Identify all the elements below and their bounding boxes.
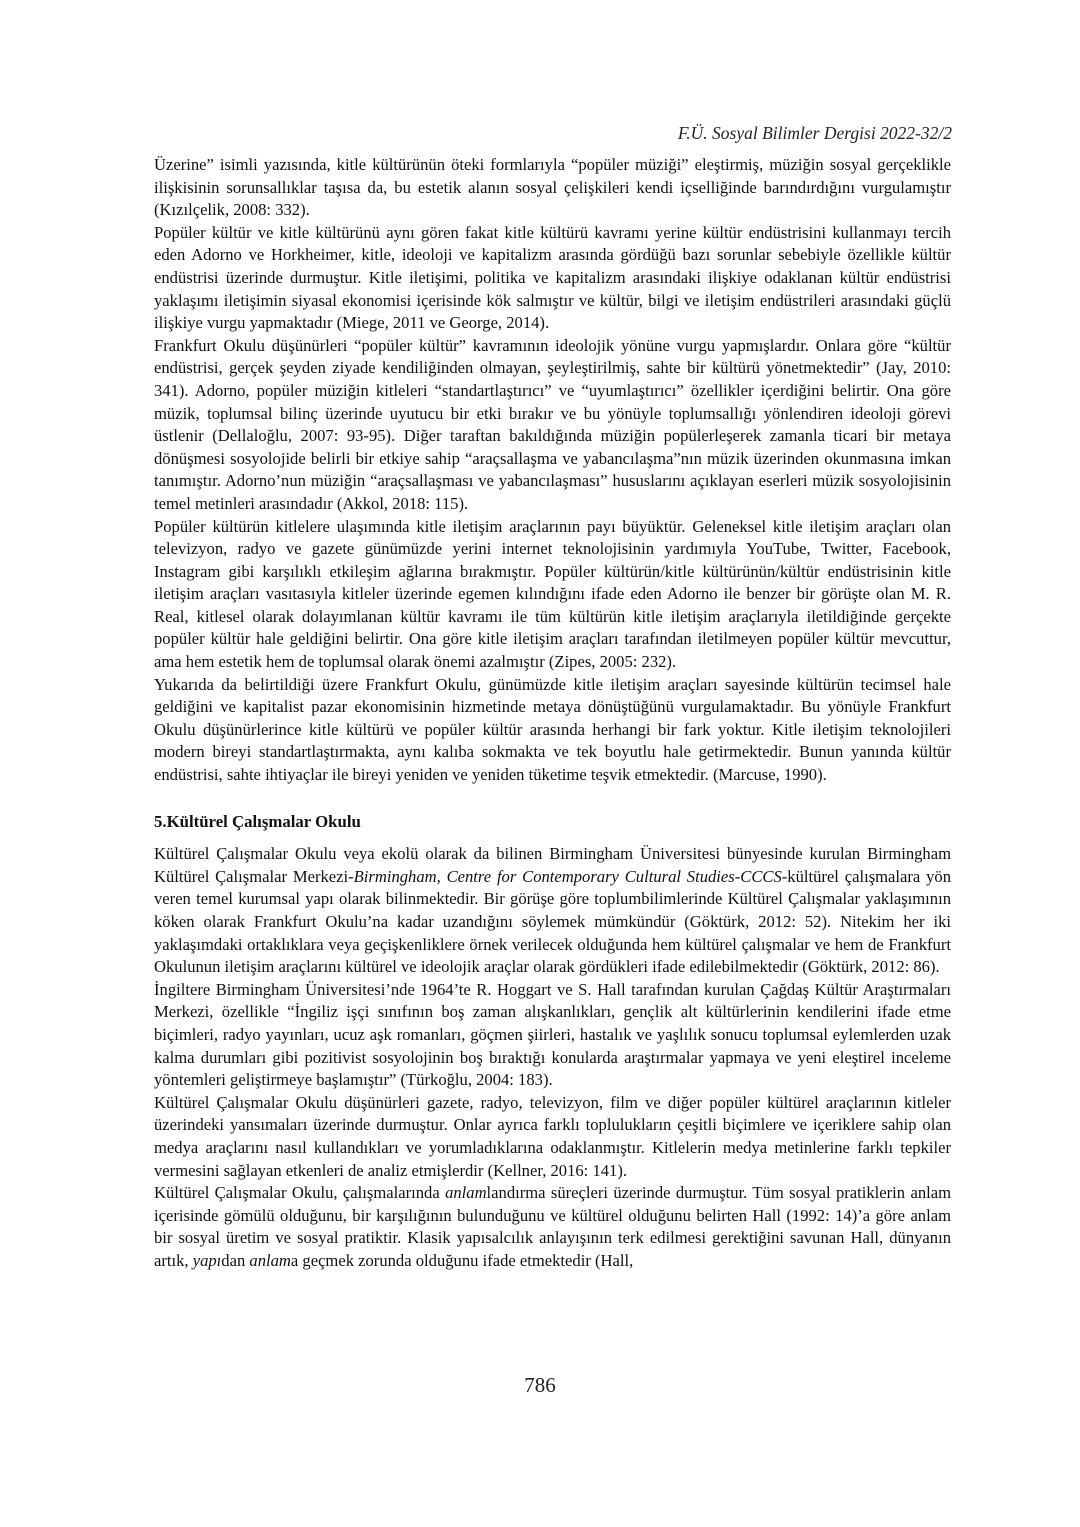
paragraph: Frankfurt Okulu düşünürleri “popüler kültür” kavramının ideolojik yönüne vurgu yapmışlardır. Onlara göre “kültür endüstrisi, gerçek şeyden ziyade kendiliğinden olmayan, şeyleştirilmiş, sahte bir kültürü yönetmektedir” (Jay, 2010: 341). Adorno, popüler müziğin kitleleri “standartlaştırıcı” ve “uyumlaştırıcı” özellikler içerdiğini belirtir. Ona göre müzik, toplumsal bilinç üzerinde uyutucu bir etki bırakır ve bu yönüyle toplumsallığı yönlendiren ideoloji görevi üstlenir (Dellaloğlu, 2007: 93-95). Diğer taraftan bakıldığında müziğin popülerleşerek zamanla ticari bir metaya dönüşmesi sosyolojide belirli bir etkiye sahip “araçsallaşma ve yabancılaşma”nın müzik üzerinden okunmasına imkan tanımıştır. Adorno’nun müziğin “araçsallaşması ve yabancılaşması” hususlarını açıklayan eserleri müzik sosyolojisinin temel metinleri arasındadır (Akkol, 2018: 115). [154, 335, 951, 513]
body-text [154, 154, 951, 1273]
text-run: Kültürel Çalışmalar Okulu, çalışmalarında [154, 1183, 446, 1203]
paragraph [154, 1182, 951, 1272]
paragraph [154, 843, 951, 979]
text-run: a geçmek zorunda olduğunu ifade etmektedir (Hall, [290, 1250, 634, 1270]
paragraph: Kültürel Çalışmalar Okulu düşünürleri gazete, radyo, televizyon, film ve diğer popüler kültürel araçlarının kitleler üzerindeki yansımaları üzerinde durmuştur. Onlar ayrıca farklı toplulukların çeşitli biçimlere ve içeriklere sahip olan medya araçlarını nasıl kullandıkları ve yorumladıklarına odaklanmıştır. Kitlelerin medya metinlerine farklı tepkiler vermesini sağlayan etkenleri de analiz etmişlerdir (Kellner, 2016: 141). [154, 1092, 951, 1180]
section-heading: 5.Kültürel Çalışmalar Okulu [154, 811, 361, 831]
paragraph: İngiltere Birmingham Üniversitesi’nde 1964’te R. Hoggart ve S. Hall tarafından kurulan Çağdaş Kültür Araştırmaları Merkezi, özellikle “İngiliz işçi sınıfının boş zaman alışkanlıkları, gençlik alt kültürlerinin kendilerini ifade etme biçimleri, radyo yayınları, ucuz aşk romanları, göçmen şiirleri, hastalık ve yaşlılık sonucu toplumsal eylemlerden uzak kalma durumları gibi pozitivist sosyolojinin boş bıraktığı konularda araştırmalar yapmaya ve yeni eleştirel inceleme yöntemleri geliştirmeye başlamıştır” (Türkoğlu, 2004: 183). [154, 979, 951, 1090]
paragraph: Popüler kültürün kitlelere ulaşımında kitle iletişim araçlarının payı büyüktür. Geleneksel kitle iletişim araçları olan televizyon, radyo ve gazete günümüzde yerini internet teknolojisinin yardımıyla YouTube, Twitter, Facebook, Instagram gibi karşılıklı etkileşim ağlarına bırakmıştır. Popüler kültürün/kitle kültürünün/kültür endüstrisinin kitle iletişim araçları vasıtasıyla kitleler üzerinde egemen kılındığını ifade eden Adorno ile benzer bir görüşte olan M. R. Real, kitlesel olarak dolayımlanan kültür kavramı ile tüm kültürün kitle iletişim araçlarıyla iletildiğinde gerçekte popüler kültür hale geldiğini belirtir. Ona göre kitle iletişim araçları tarafından iletilmeyen popüler kültür mevcuttur, ama hem estetik hem de toplumsal olarak önemi azalmıştır (Zipes, 2005: 232). [154, 516, 951, 672]
text-run: Kültürel Çalışmalar Okulu veya ekolü olarak da bilinen Birmingham Üniversitesi bünyesinde kurulan Birmingham Kültürel Çalışmalar Merkezi- [154, 844, 951, 886]
page-number: 786 [524, 1373, 556, 1397]
italic-run: Birmingham, Centre for Contemporary Cultural Studies-CCCS [353, 866, 782, 886]
text-run: dan [221, 1250, 250, 1270]
text-run: -kültürel çalışmalara yön veren temel kurumsal yapı olarak bilinmektedir. Bir görüşe göre toplumbilimlerinde Kültürel Çalışmalar yaklaşımının köken olarak Frankfurt Okulu’na kadar uzandığını söylemek mümkündür (Göktürk, 2012: 52). Nitekim her iki yaklaşımdaki ortaklıklara veya geçişkenliklere örnek verilecek olduğunda hem kültürel çalışmalar ve hem de Frankfurt Okulunun iletişim araçlarını kültürel ve ideolojik araçlar olarak gördükleri ifade edilebilmektedir (Göktürk, 2012: 86). [154, 866, 951, 977]
text-run: landırma süreçleri üzerinde durmuştur. Tüm sosyal pratiklerin anlam içerisinde gömülü olduğunu, bir karşılığının bulunduğunu ve kültürel olduğunu belirten Hall (1992: 14)’a göre anlam bir sosyal üretim ve sosyal pratiktir. Klasik yapısalcılık anlayışının terk edilmesi gerektiğini savunan Hall, dünyanın artık, [154, 1183, 951, 1270]
italic-run: yapı [192, 1250, 222, 1270]
paragraph: Popüler kültür ve kitle kültürünü aynı gören fakat kitle kültürü kavramı yerine kültür endüstrisini kullanmayı tercih eden Adorno ve Horkheimer, kitle, ideoloji ve kapitalizm arasında gördüğü bazı sorunlar sebebiyle özellikle kültür endüstrisi üzerinde durmuştur. Kitle iletişimi, politika ve kapitalizm arasındaki ilişkiye odaklanan kültür endüstrisi yaklaşımı iletişimin siyasal ekonomisi içerisinde kök salmıştır ve kültür, bilgi ve iletişim endüstrileri arasındaki güçlü ilişkiye vurgu yapmaktadır (Miege, 2011 ve George, 2014). [154, 222, 951, 333]
journal-header: F.Ü. Sosyal Bilimler Dergisi 2022-32/2 [677, 123, 952, 143]
paragraph: Yukarıda da belirtildiği üzere Frankfurt Okulu, günümüzde kitle iletişim araçları sayesinde kültürün tecimsel hale geldiğini ve kapitalist pazar ekonomisinin hizmetinde metaya dönüştüğünü vurgulamaktadır. Bu yönüyle Frankfurt Okulu düşünürlerince kitle kültürü ve popüler kültür arasında herhangi bir fark yoktur. Kitle iletişim teknolojileri modern bireyi standartlaştırmakta, aynı kalıba sokmakta ve tek boyutlu hale getirmektedir. Bunun yanında kültür endüstrisi, sahte ihtiyaçlar ile bireyi yeniden ve yeniden tüketime teşvik etmektedir. (Marcuse, 1990). [154, 674, 951, 785]
paragraph: Üzerine” isimli yazısında, kitle kültürünün öteki formlarıyla “popüler müziği” eleştirmiş, müziğin sosyal gerçeklikle ilişkisinin sorunsallıklar taşısa da, bu estetik alanın sosyal çelişkileri kendi içselliğinde barındırdığını vurgulamıştır (Kızılçelik, 2008: 332). [154, 155, 951, 220]
italic-run: anlam [445, 1183, 487, 1203]
italic-run: anlam [249, 1250, 291, 1270]
